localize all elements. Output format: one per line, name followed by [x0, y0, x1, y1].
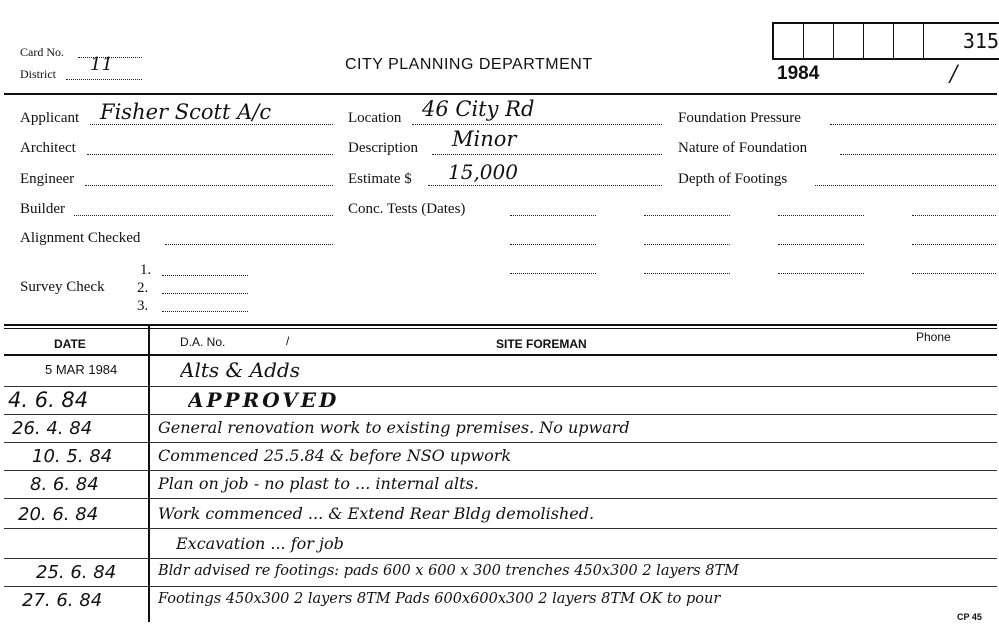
- architect-line: [87, 154, 333, 155]
- conc-test-line: [778, 244, 864, 245]
- card-number: 315: [962, 29, 999, 53]
- year-mark: /: [950, 62, 958, 87]
- engineer-line: [85, 185, 333, 186]
- card-no-label: Card No.: [20, 45, 64, 59]
- row-date: 10. 5. 84: [32, 446, 113, 467]
- row-date: 27. 6. 84: [22, 590, 103, 611]
- survey-2-line: [162, 293, 248, 294]
- form-code: CP 45: [957, 612, 982, 622]
- description-line: [432, 154, 662, 155]
- phone-header: Phone: [916, 330, 951, 344]
- table-row: [0, 444, 999, 470]
- foundation-pressure-line: [830, 124, 996, 125]
- row-divider: [4, 558, 997, 559]
- row-date: 8. 6. 84: [30, 474, 99, 495]
- row-date: 5 MAR 1984: [45, 362, 118, 377]
- table-row: [0, 560, 999, 586]
- card-number-box: [894, 24, 924, 58]
- row-entry: Excavation ... for job: [176, 534, 344, 553]
- survey-1-line: [162, 275, 248, 276]
- conc-test-line: [510, 273, 596, 274]
- location-value: 46 City Rd: [422, 97, 535, 121]
- header-divider: [4, 93, 997, 95]
- depth-footings-label: Depth of Footings: [678, 171, 788, 187]
- row-entry: Alts & Adds: [180, 358, 300, 382]
- row-entry: APPROVED: [188, 388, 340, 412]
- table-row: [0, 472, 999, 498]
- row-entry: Plan on job - no plast to ... internal alts.: [158, 474, 479, 493]
- card-number-box: [804, 24, 834, 58]
- foundation-pressure-label: Foundation Pressure: [678, 110, 801, 126]
- description-value: Minor: [452, 127, 517, 151]
- conc-test-line: [510, 215, 596, 216]
- conc-test-line: [912, 215, 996, 216]
- depth-footings-line: [815, 185, 996, 186]
- card-number-box: [834, 24, 864, 58]
- row-divider: [4, 386, 997, 387]
- description-label: Description: [348, 140, 418, 156]
- conc-test-line: [644, 215, 730, 216]
- year: 1984: [777, 63, 820, 84]
- row-divider: [4, 498, 997, 499]
- table-row: [0, 388, 999, 414]
- applicant-line: [90, 124, 333, 125]
- builder-line: [74, 215, 333, 216]
- card-number-box: [864, 24, 894, 58]
- builder-label: Builder: [20, 201, 65, 217]
- card-number-box: [774, 24, 804, 58]
- conc-test-line: [912, 244, 996, 245]
- row-divider: [4, 586, 997, 587]
- conc-test-line: [644, 244, 730, 245]
- survey-3-label: 3.: [137, 298, 149, 314]
- row-date: 4. 6. 84: [8, 388, 89, 412]
- row-divider: [4, 528, 997, 529]
- location-line: [412, 124, 662, 125]
- architect-label: Architect: [20, 140, 76, 156]
- conc-test-line: [778, 215, 864, 216]
- survey-label: Survey Check: [20, 279, 105, 295]
- nature-foundation-line: [840, 154, 996, 155]
- row-entry: General renovation work to existing premises. No upward: [158, 418, 630, 437]
- table-row: [0, 588, 999, 614]
- table-row: [0, 416, 999, 442]
- estimate-value: 15,000: [448, 160, 518, 184]
- district-line: [66, 79, 142, 80]
- estimate-label: Estimate $: [348, 171, 412, 187]
- table-header-border: [4, 354, 997, 356]
- row-date: 20. 6. 84: [18, 504, 99, 525]
- row-entry: Commenced 25.5.84 & before NSO upwork: [158, 446, 512, 465]
- location-label: Location: [348, 110, 402, 126]
- conc-test-line: [510, 244, 596, 245]
- row-divider: [4, 470, 997, 471]
- engineer-label: Engineer: [20, 171, 75, 187]
- foreman-header: SITE FOREMAN: [496, 337, 587, 351]
- alignment-line: [165, 244, 333, 245]
- survey-3-line: [162, 311, 248, 312]
- conc-test-line: [912, 273, 996, 274]
- table-row: [0, 360, 999, 386]
- date-header: DATE: [54, 337, 86, 351]
- da-mark: /: [286, 334, 290, 348]
- survey-1-label: 1.: [140, 262, 152, 278]
- row-entry: Bldr advised re footings: pads 600 x 600 x 300 trenches 450x300 2 layers 8TM: [158, 563, 739, 579]
- alignment-label: Alignment Checked: [20, 230, 141, 246]
- survey-2-label: 2.: [137, 280, 149, 296]
- table-row: [0, 500, 999, 528]
- applicant-value: Fisher Scott A/c: [100, 100, 272, 124]
- nature-foundation-label: Nature of Foundation: [678, 140, 808, 156]
- district-label: District: [20, 67, 56, 81]
- conc-test-line: [778, 273, 864, 274]
- table-top-border: [4, 328, 997, 329]
- row-date: 25. 6. 84: [36, 562, 117, 583]
- row-divider: [4, 442, 997, 443]
- table-row: [0, 530, 999, 558]
- card-number-boxes: [772, 22, 999, 60]
- estimate-line: [428, 185, 662, 186]
- row-divider: [4, 414, 997, 415]
- row-entry: Footings 450x300 2 layers 8TM Pads 600x600x300 2 layers 8TM OK to pour: [158, 591, 721, 607]
- page-title: CITY PLANNING DEPARTMENT: [345, 56, 593, 73]
- da-header: D.A. No.: [180, 335, 226, 349]
- district-value: 11: [90, 54, 113, 75]
- row-entry: Work commenced ... & Extend Rear Bldg demolished.: [158, 504, 595, 523]
- table-top-border: [4, 324, 997, 326]
- row-date: 26. 4. 84: [12, 418, 93, 439]
- conc-tests-label: Conc. Tests (Dates): [348, 201, 466, 217]
- applicant-label: Applicant: [20, 110, 80, 126]
- conc-test-line: [644, 273, 730, 274]
